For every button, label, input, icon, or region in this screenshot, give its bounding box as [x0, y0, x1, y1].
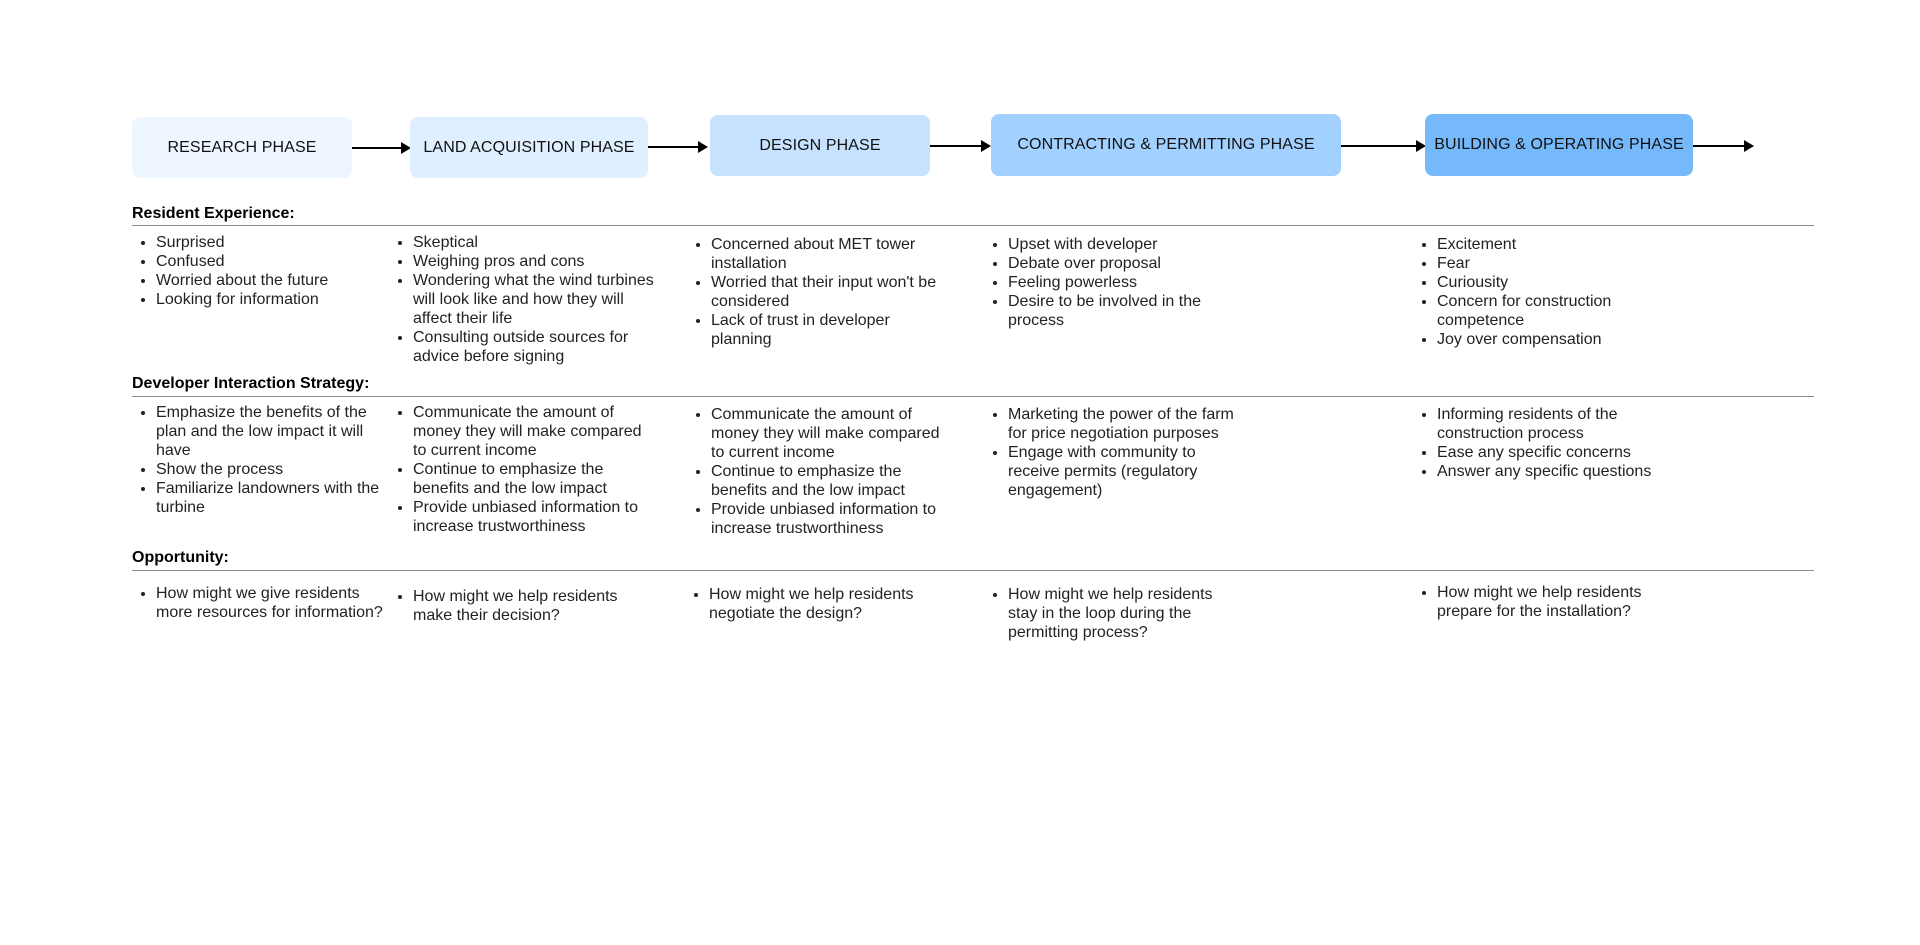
opportunity-land-acquisition [389, 587, 649, 625]
list-item: • Communicate the amount of money they will make compared to current income [413, 403, 653, 460]
list-item: • Answer any specific questions [1437, 462, 1673, 481]
developer-strategy-land-acquisition [389, 403, 653, 536]
list-item: • Concern for construction competence [1437, 292, 1673, 330]
list-item: • How might we give residents more resources for information? [156, 584, 392, 622]
developer-strategy-research [132, 403, 392, 517]
list-item: • How might we help residents stay in the loop during the permitting process? [1008, 585, 1244, 642]
list-item: • Consulting outside sources for advice before signing [413, 328, 657, 366]
list-item: • Worried that their input won't be considered [711, 273, 949, 311]
list-item: • Lack of trust in developer planning [711, 311, 949, 349]
arrow-icon [1693, 145, 1752, 147]
list-item: • How might we help residents prepare for the installation? [1437, 583, 1673, 621]
resident-experience-building [1413, 235, 1673, 349]
resident-experience-divider [132, 225, 1814, 226]
list-item: • Fear [1437, 254, 1673, 273]
list-item: • Emphasize the benefits of the plan and the low impact it will have [156, 403, 392, 460]
phase-land-acquisition [410, 117, 648, 178]
resident-experience-design [687, 235, 949, 349]
list-item: • Curiousity [1437, 273, 1673, 292]
list-item: • Wondering what the wind turbines will look like and how they will affect their life [413, 271, 657, 328]
phase-contracting-permitting [991, 114, 1341, 176]
list-item: • Familiarize landowners with the turbine [156, 479, 392, 517]
opportunity-building [1413, 583, 1673, 621]
list-item: • Weighing pros and cons [413, 252, 657, 271]
list-item: • Continue to emphasize the benefits and the low impact [711, 462, 951, 500]
resident-experience-contracting [984, 235, 1244, 330]
arrow-icon [930, 145, 989, 147]
list-item: • Provide unbiased information to increase trustworthiness [711, 500, 951, 538]
developer-strategy-building [1413, 405, 1673, 481]
developer-strategy-divider [132, 396, 1814, 397]
phase-label: BUILDING & OPERATING PHASE [1434, 136, 1684, 153]
list-item: • Debate over proposal [1008, 254, 1244, 273]
opportunity-research [132, 584, 392, 622]
list-item: • How might we help residents negotiate the design? [709, 585, 945, 623]
phase-label: LAND ACQUISITION PHASE [423, 138, 635, 156]
arrow-icon [352, 147, 409, 149]
arrow-icon [648, 146, 706, 148]
opportunity-divider [132, 570, 1814, 571]
list-item: • Desire to be involved in the process [1008, 292, 1244, 330]
phase-label: DESIGN PHASE [759, 136, 881, 154]
list-item: • Surprised [156, 233, 392, 252]
list-item: • Looking for information [156, 290, 392, 309]
list-item: • Ease any specific concerns [1437, 443, 1673, 462]
opportunity-heading: Opportunity: [132, 549, 229, 566]
list-item: • How might we help residents make their decision? [413, 587, 649, 625]
phase-design [710, 115, 930, 176]
list-item: • Joy over compensation [1437, 330, 1673, 349]
list-item: • Worried about the future [156, 271, 392, 290]
developer-strategy-contracting [984, 405, 1234, 500]
resident-experience-research [132, 233, 392, 309]
opportunity-design [685, 585, 945, 623]
opportunity-contracting [984, 585, 1244, 642]
resident-experience-land-acquisition [389, 233, 657, 366]
list-item: • Excitement [1437, 235, 1673, 254]
list-item: • Marketing the power of the farm for price negotiation purposes [1008, 405, 1234, 443]
arrow-icon [1341, 145, 1424, 147]
list-item: • Communicate the amount of money they will make compared to current income [711, 405, 951, 462]
phase-label: RESEARCH PHASE [167, 138, 317, 156]
list-item: • Confused [156, 252, 392, 271]
list-item: • Continue to emphasize the benefits and the low impact [413, 460, 653, 498]
list-item: • Skeptical [413, 233, 657, 252]
phase-building-operating [1425, 114, 1693, 176]
resident-experience-heading: Resident Experience: [132, 205, 295, 222]
phase-label: CONTRACTING & PERMITTING PHASE [1017, 136, 1315, 153]
developer-strategy-design [687, 405, 951, 538]
list-item: • Upset with developer [1008, 235, 1244, 254]
list-item: • Informing residents of the construction process [1437, 405, 1673, 443]
list-item: • Feeling powerless [1008, 273, 1244, 292]
list-item: • Concerned about MET tower installation [711, 235, 949, 273]
list-item: • Show the process [156, 460, 392, 479]
list-item: • Provide unbiased information to increase trustworthiness [413, 498, 653, 536]
developer-strategy-heading: Developer Interaction Strategy: [132, 375, 370, 392]
list-item: • Engage with community to receive permits (regulatory engagement) [1008, 443, 1234, 500]
phase-research [132, 117, 352, 178]
